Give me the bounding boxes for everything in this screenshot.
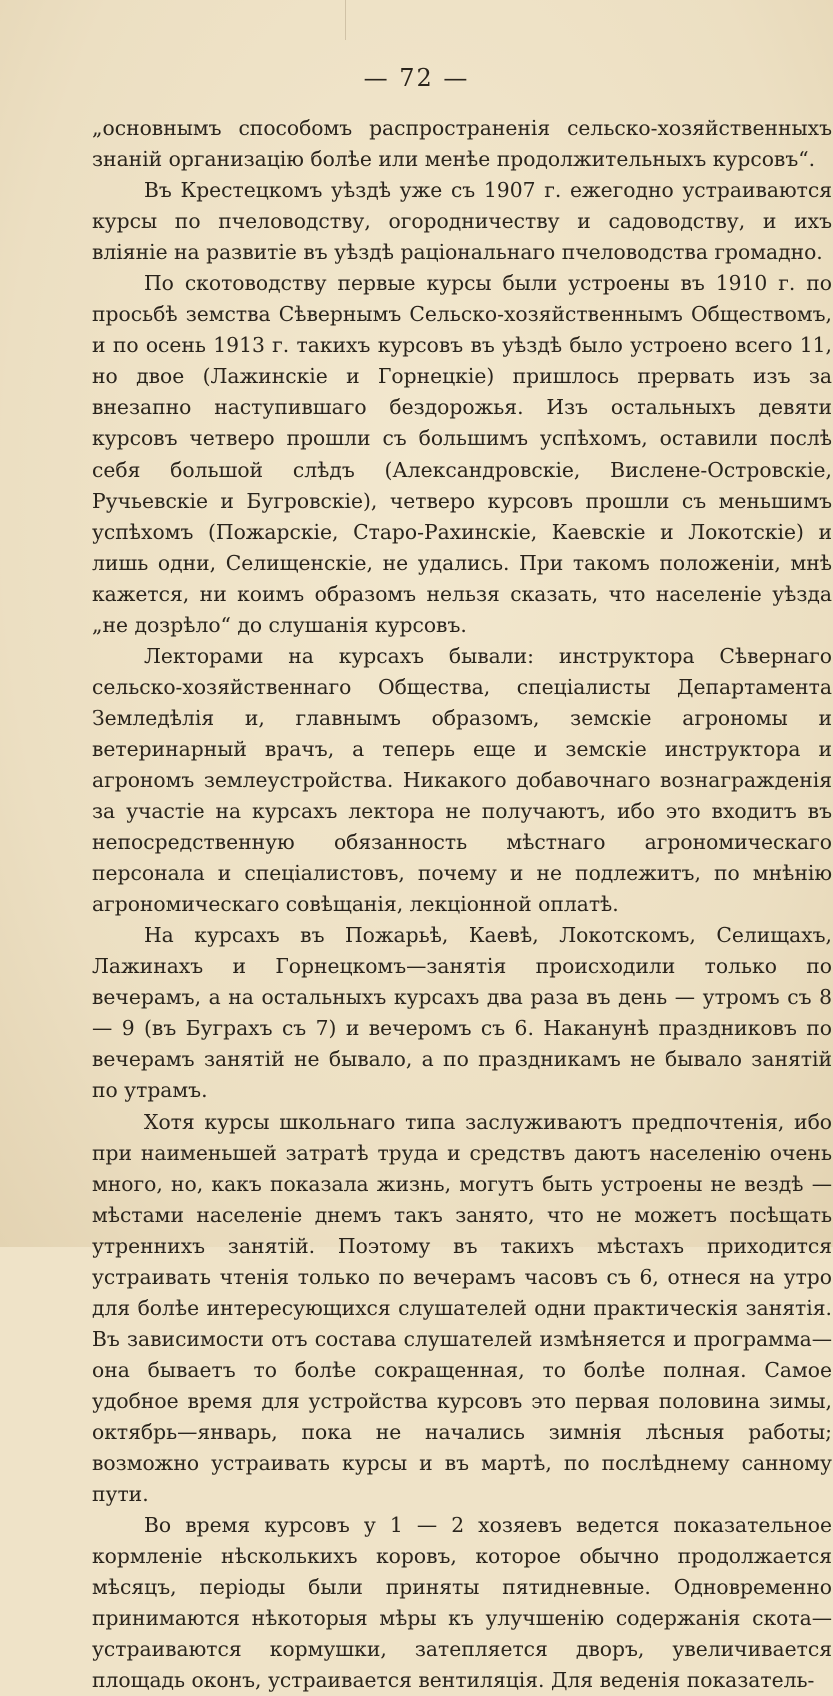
paragraph: Хотя курсы школьнаго типа заслуживаютъ предпочтенія, ибо при наименьшей затратѣ труда и средствъ даютъ населенію очень много, но, какъ показала жизнь, могутъ быть устроены не вездѣ — мѣстами населеніе днемъ такъ занято, что не можетъ посѣщать утреннихъ занятій. Поэтому въ такихъ мѣстахъ приходится устраивать чтенія только по вечерамъ часовъ съ 6, отнеся на утро для болѣе интересующихся слушателей одни практическія занятія. Въ зависимости отъ состава слушателей измѣняется и программа— она бываетъ то болѣе сокращенная, то болѣе полная. Самое удобное время для устройства курсовъ это первая половина зимы, октябрь—январь, пока не начались зимнія лѣсныя работы; возможно устраивать курсы и въ мартѣ, по послѣднему санному пути.: [92, 1109, 832, 1507]
paragraph: По скотоводству первые курсы были устроены въ 1910 г. по просьбѣ земства Сѣвернымъ Сельско-хозяйственнымъ Обществомъ, и по осень 1913 г. такихъ курсовъ въ уѣздѣ было устроено всего 11, но двое (Лажинскіе и Горнецкіе) пришлось прервать изъ за внезапно наступившаго бездорожья. Изъ остальныхъ девяти курсовъ четверо прошли съ большимъ успѣхомъ, оставили послѣ себя большой слѣдъ (Александровскіе, Висленe-Островскіе, Ручьевскіе и Бугровскіе), четверо курсовъ прошли съ меньшимъ успѣхомъ (Пожарскіе, Старо-Рахинскіе, Каевскіе и Локотскіе) и лишь одни, Селищенскіе, не удались. При такомъ положеніи, мнѣ кажется, ни коимъ образомъ нельзя сказать, что населеніе уѣзда „не дозрѣло“ до слушанія курсовъ.: [92, 271, 832, 637]
paragraph: Въ Крестецкомъ уѣздѣ уже съ 1907 г. ежегодно устраиваются курсы по пчеловодству, огородничеству и садоводству, и ихъ вліяніе на развитіе въ уѣздѣ раціональнаго пчеловодства громадно.: [92, 178, 832, 265]
paragraph: На курсахъ въ Пожарьѣ, Каевѣ, Локотскомъ, Селищахъ, Лажинахъ и Горнецкомъ—занятія происходили только по вечерамъ, а на остальныхъ курсахъ два раза въ день — утромъ съ 8 — 9 (въ Буграхъ съ 7) и вечеромъ съ 6. Наканунѣ праздниковъ по вечерамъ занятій не бывало, а по праздникамъ не бывало занятій по утрамъ.: [92, 923, 832, 1103]
body-text: [92, 113, 832, 1696]
paragraph: Лекторами на курсахъ бывали: инструктора Сѣвернаго сельско-хозяйственнаго Общества, спеціалисты Департамента Земледѣлія и, главнымъ образомъ, земскіе агрономы и ветеринарный врачъ, а теперь еще и земскіе инструктора и агрономъ землеустройства. Никакого добавочнаго вознагражденія за участіе на курсахъ лектора не получаютъ, ибо это входитъ въ непосредственную обязанность мѣстнаго агрономическаго персонала и спеціалистовъ, почему и не подлежитъ, по мнѣнію агрономическаго совѣщанія, лекціонной оплатѣ.: [92, 643, 832, 917]
page-crease: [345, 0, 346, 40]
paragraph: „основнымъ способомъ распространенія сельско-хозяйственныхъ знаній организацію болѣе или менѣе продолжительныхъ курсовъ“.: [92, 116, 832, 172]
paragraph: Во время курсовъ у 1 — 2 хозяевъ ведется показательное кормленіе нѣсколькихъ коровъ, которое обычно продолжается мѣсяцъ, періоды были приняты пятидневные. Одновременно принимаются нѣкоторыя мѣры къ улучшенію содержанія скота—устраиваются кормушки, затепляется дворъ, увеличивается площадь оконъ, устраивается вентиляція. Для веденія показатель-: [92, 1513, 832, 1693]
page-number: — 72 —: [363, 64, 470, 92]
